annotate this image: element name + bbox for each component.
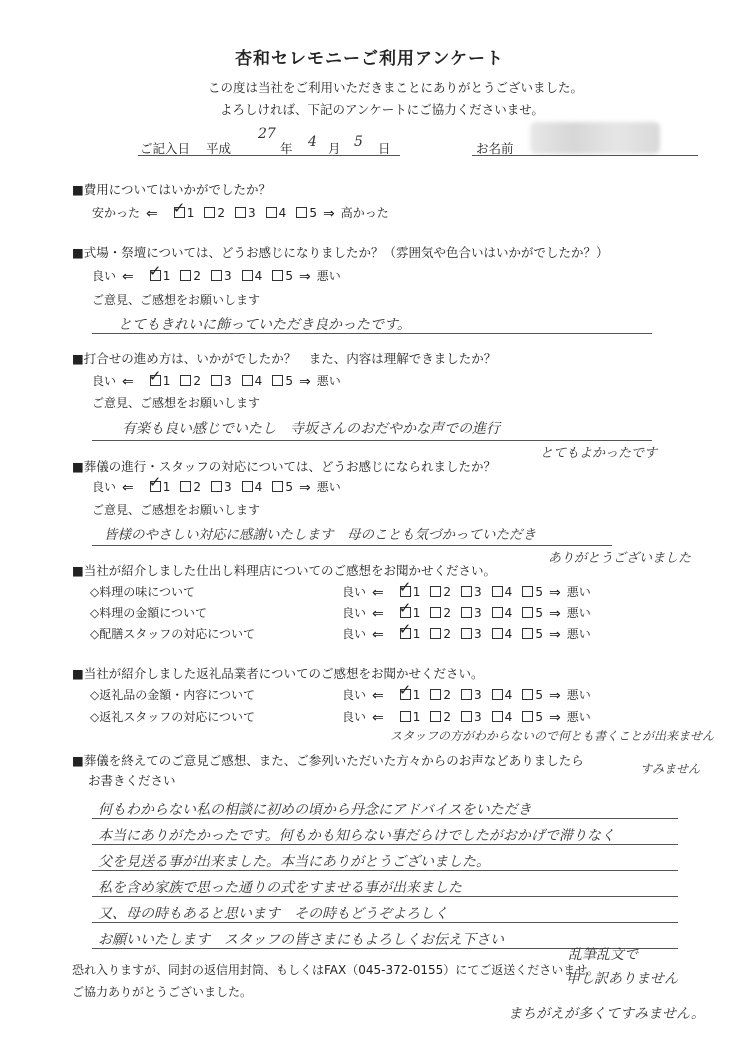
q7-line-3[interactable]: 父を見送る事が出来ました。本当にありがとうございました。 — [98, 854, 490, 870]
q3-option-4: 4 — [254, 374, 263, 388]
q4-option-5: 5 — [285, 480, 293, 494]
footer-line-2: ご協力ありがとうございました。 — [72, 985, 253, 999]
option-3: 3 — [474, 627, 482, 641]
q3-answer[interactable]: 有楽も良い感じでいたし 寺坂さんのおだやかな声での進行 — [122, 421, 500, 437]
q6-left-label: 良い — [342, 710, 367, 724]
q5-item-2-checkbox-5[interactable] — [522, 607, 533, 618]
q3-checkbox-3[interactable] — [211, 375, 222, 386]
q2-checkbox-1[interactable] — [150, 270, 161, 281]
q2-option-1: 1 — [162, 269, 171, 283]
left-arrow-icon: ⇐ — [372, 606, 384, 622]
q5-right-label: 悪い — [566, 627, 591, 641]
right-arrow-icon: ⇒ — [322, 206, 335, 222]
q7-rule-4 — [92, 896, 678, 897]
q5-item-2-scale — [342, 604, 591, 622]
right-arrow-icon: ⇒ — [548, 585, 561, 601]
q1-option-4: 4 — [278, 206, 287, 220]
date-day-unit: 日 — [378, 141, 391, 156]
q7-line-2[interactable]: 本当にありがたかったです。何もかも知らない事だらけでしたがおかげで滞りなく — [98, 828, 615, 844]
q1-option-5: 5 — [309, 206, 317, 220]
q5-item-2-checkbox-2[interactable] — [430, 607, 441, 618]
q3-option-3: 3 — [224, 374, 232, 388]
q3-option-2: 2 — [193, 374, 202, 388]
q7-line-6[interactable]: お願いいたします スタッフの皆さまにもよろしくお伝え下さい — [98, 932, 504, 948]
q1-left-label: 安かった — [92, 206, 141, 220]
q2-answer-line — [92, 333, 652, 334]
q6-right-label: 悪い — [566, 688, 591, 702]
q2-answer[interactable]: とてもきれいに飾っていただき良かったです。 — [118, 317, 411, 333]
q3-question: ■打合せの進め方は、いかがでしたか？ また、内容は理解できましたか？ — [72, 351, 497, 366]
q6-item-2-checkbox-4[interactable] — [492, 711, 503, 722]
date-label: ご記入日 — [140, 141, 191, 156]
q2-option-5: 5 — [285, 269, 293, 283]
q6-item-2-label: ◇返礼スタッフの対応について — [90, 710, 255, 724]
q1-checkbox-3[interactable] — [235, 207, 246, 218]
name-redacted — [530, 122, 660, 154]
option-5: 5 — [535, 627, 543, 641]
q6-item-1-checkbox-1[interactable] — [400, 689, 411, 700]
q5-left-label: 良い — [342, 606, 367, 620]
right-arrow-icon: ⇒ — [548, 710, 561, 726]
q6-note-2[interactable]: すみません — [640, 762, 701, 776]
q5-item-1-checkbox-2[interactable] — [430, 586, 441, 597]
q5-item-1-scale — [342, 583, 591, 601]
q1-checkbox-1[interactable] — [174, 207, 185, 218]
q6-item-2-scale — [342, 708, 591, 726]
q5-item-3-checkbox-2[interactable] — [430, 628, 441, 639]
option-3: 3 — [474, 585, 482, 599]
q3-right-label: 悪い — [316, 374, 341, 388]
intro-line-2: よろしければ、下記のアンケートにご協力くださいませ。 — [220, 102, 544, 117]
q5-item-2-checkbox-3[interactable] — [461, 607, 472, 618]
option-1: 1 — [412, 606, 421, 620]
q5-item-3-label: ◇配膳スタッフの対応について — [90, 627, 255, 641]
q4-checkbox-3[interactable] — [211, 481, 222, 492]
q5-item-1-checkbox-1[interactable] — [400, 586, 411, 597]
q3-option-1: 1 — [162, 374, 171, 388]
q5-item-2-label: ◇料理の金額について — [90, 606, 207, 620]
right-arrow-icon: ⇒ — [548, 627, 561, 643]
q5-right-label: 悪い — [566, 606, 591, 620]
option-1: 1 — [412, 688, 421, 702]
q7-line-4[interactable]: 私を含め家族で思った通りの式をすませる事が出来ました — [98, 880, 462, 896]
q4-option-4: 4 — [254, 480, 263, 494]
left-arrow-icon: ⇐ — [122, 374, 134, 390]
option-4: 4 — [504, 606, 513, 620]
q5-item-3-scale — [342, 625, 591, 643]
left-arrow-icon: ⇐ — [372, 710, 384, 726]
option-3: 3 — [474, 710, 482, 724]
q4-checkbox-1[interactable] — [150, 481, 161, 492]
q7-rule-1 — [92, 818, 678, 819]
q2-checkbox-4[interactable] — [242, 270, 253, 281]
q6-right-label: 悪い — [566, 710, 591, 724]
option-2: 2 — [443, 710, 452, 724]
q1-option-3: 3 — [248, 206, 256, 220]
option-3: 3 — [474, 606, 482, 620]
q3-checkbox-5[interactable] — [272, 375, 283, 386]
q2-question: ■式場・祭壇については、どうお感じになりましたか？（雰囲気や色合いはいかがでしたか？） — [72, 245, 609, 260]
q5-item-3-checkbox-4[interactable] — [492, 628, 503, 639]
right-arrow-icon: ⇒ — [548, 688, 561, 704]
right-arrow-icon: ⇒ — [298, 480, 311, 496]
q5-item-1-checkbox-5[interactable] — [522, 586, 533, 597]
q2-comment-label: ご意見、ご感想をお願いします — [92, 293, 261, 307]
q3-checkbox-4[interactable] — [242, 375, 253, 386]
q4-answer[interactable]: 皆様のやさしい対応に感謝いたします 母のことも気づかっていただき — [104, 527, 536, 543]
q6-item-2-checkbox-1[interactable] — [400, 711, 411, 722]
q4-checkbox-4[interactable] — [242, 481, 253, 492]
q5-left-label: 良い — [342, 585, 367, 599]
right-arrow-icon: ⇒ — [298, 269, 311, 285]
q4-question: ■葬儀の進行・スタッフの対応については、どうお感じになられましたか？ — [72, 459, 497, 474]
q2-option-4: 4 — [254, 269, 263, 283]
left-arrow-icon: ⇐ — [372, 585, 384, 601]
q7-extra-2[interactable]: 申し訳ありません — [566, 971, 678, 987]
q7-rule-5 — [92, 922, 678, 923]
date-month-unit: 月 — [328, 141, 341, 156]
option-2: 2 — [443, 606, 452, 620]
q4-scale — [92, 478, 341, 496]
q5-item-2-checkbox-4[interactable] — [492, 607, 503, 618]
q4-left-label: 良い — [92, 480, 117, 494]
q2-checkbox-5[interactable] — [272, 270, 283, 281]
q6-item-2-checkbox-3[interactable] — [461, 711, 472, 722]
q5-item-3-checkbox-1[interactable] — [400, 628, 411, 639]
q7-question: ■葬儀を終えてのご意見ご感想、また、ご参列いただいた方々からのお声などありましたら — [72, 753, 584, 768]
q1-checkbox-5[interactable] — [296, 207, 307, 218]
q3-left-label: 良い — [92, 374, 117, 388]
option-4: 4 — [504, 585, 513, 599]
q1-option-1: 1 — [186, 206, 195, 220]
q5-item-1-checkbox-3[interactable] — [461, 586, 472, 597]
left-arrow-icon: ⇐ — [372, 627, 384, 643]
option-1: 1 — [412, 710, 421, 724]
option-4: 4 — [504, 710, 513, 724]
option-5: 5 — [535, 710, 543, 724]
option-1: 1 — [412, 627, 421, 641]
left-arrow-icon: ⇐ — [122, 269, 134, 285]
q7-extra-1[interactable]: 乱筆乱文で — [568, 947, 638, 963]
right-arrow-icon: ⇒ — [298, 374, 311, 390]
q4-answer-2[interactable]: ありがとうございました — [548, 551, 692, 566]
q6-item-1-checkbox-4[interactable] — [492, 689, 503, 700]
q5-item-3-checkbox-3[interactable] — [461, 628, 472, 639]
option-1: 1 — [412, 585, 421, 599]
q4-option-2: 2 — [193, 480, 202, 494]
q4-comment-label: ご意見、ご感想をお願いします — [92, 503, 261, 517]
q7-line-5[interactable]: 又、母の時もあると思います その時もどうぞよろしく — [98, 906, 448, 922]
left-arrow-icon: ⇐ — [146, 206, 158, 222]
q7-rule-2 — [92, 844, 678, 845]
q3-answer-line — [92, 440, 652, 441]
q2-checkbox-3[interactable] — [211, 270, 222, 281]
date-month-value[interactable]: 4 — [308, 134, 317, 150]
name-label: お名前 — [476, 141, 514, 156]
q5-left-label: 良い — [342, 627, 367, 641]
left-arrow-icon: ⇐ — [372, 688, 384, 704]
q7-extra-3[interactable]: まちがえが多くてすみません。 — [508, 1006, 705, 1022]
name-underline[interactable] — [472, 155, 698, 156]
option-5: 5 — [535, 606, 543, 620]
q4-option-3: 3 — [224, 480, 232, 494]
q6-item-1-checkbox-3[interactable] — [461, 689, 472, 700]
q2-option-3: 3 — [224, 269, 232, 283]
q7-line-1[interactable]: 何もわからない私の相談に初めの頃から丹念にアドバイスをいただき — [98, 802, 532, 818]
q4-checkbox-5[interactable] — [272, 481, 283, 492]
q6-item-2-checkbox-5[interactable] — [522, 711, 533, 722]
q1-scale — [92, 204, 389, 222]
q4-checkbox-2[interactable] — [180, 481, 191, 492]
option-4: 4 — [504, 688, 513, 702]
q5-item-2-checkbox-1[interactable] — [400, 607, 411, 618]
q6-note[interactable]: スタッフの方がわからないので何とも書くことが出来ません — [390, 729, 715, 743]
q2-left-label: 良い — [92, 269, 117, 283]
q4-option-1: 1 — [162, 480, 171, 494]
q2-scale — [92, 267, 341, 285]
page-title: 杏和セレモニーご利用アンケート — [235, 49, 504, 69]
q7-rule-3 — [92, 870, 678, 871]
option-2: 2 — [443, 627, 452, 641]
q5-question: ■当社が紹介しました仕出し料理店についてのご感想をお聞かせください。 — [72, 563, 497, 578]
option-5: 5 — [535, 688, 543, 702]
right-arrow-icon: ⇒ — [548, 606, 561, 622]
q5-right-label: 悪い — [566, 585, 591, 599]
q5-item-3-checkbox-5[interactable] — [522, 628, 533, 639]
q2-checkbox-2[interactable] — [180, 270, 191, 281]
option-2: 2 — [443, 688, 452, 702]
q3-checkbox-2[interactable] — [180, 375, 191, 386]
date-year-value[interactable]: 27 — [258, 126, 276, 142]
q5-item-1-checkbox-4[interactable] — [492, 586, 503, 597]
q1-checkbox-4[interactable] — [266, 207, 277, 218]
footer-line-1: 恐れ入りますが、同封の返信用封筒、もしくはFAX（045-372-0155）にてご返送くださいませ。 — [72, 963, 599, 977]
q1-option-2: 2 — [217, 206, 226, 220]
left-arrow-icon: ⇐ — [122, 480, 134, 496]
q3-checkbox-1[interactable] — [150, 375, 161, 386]
q3-comment-label: ご意見、ご感想をお願いします — [92, 396, 261, 410]
q1-question: ■費用についてはいかがでしたか？ — [72, 182, 272, 197]
q7-question-2: お書きください — [88, 773, 176, 788]
option-4: 4 — [504, 627, 513, 641]
q6-item-2-checkbox-2[interactable] — [430, 711, 441, 722]
date-era: 平成 — [206, 141, 232, 156]
q4-right-label: 悪い — [316, 480, 341, 494]
date-day-value[interactable]: 5 — [354, 134, 363, 150]
q1-right-label: 高かった — [340, 206, 389, 220]
q1-checkbox-2[interactable] — [204, 207, 215, 218]
q6-item-1-label: ◇返礼品の金額・内容について — [90, 688, 255, 702]
q3-option-5: 5 — [285, 374, 293, 388]
q4-answer-line — [92, 545, 612, 546]
q6-item-1-checkbox-2[interactable] — [430, 689, 441, 700]
q6-item-1-scale — [342, 686, 591, 704]
option-2: 2 — [443, 585, 452, 599]
intro-line-1: この度は当社をご利用いただきまことにありがとうございました。 — [208, 80, 584, 95]
option-3: 3 — [474, 688, 482, 702]
date-year-unit: 年 — [280, 141, 293, 156]
q6-question: ■当社が紹介しました返礼品業者についてのご感想をお聞かせください。 — [72, 666, 484, 681]
date-underline — [138, 155, 400, 156]
q6-left-label: 良い — [342, 688, 367, 702]
q6-item-1-checkbox-5[interactable] — [522, 689, 533, 700]
q2-option-2: 2 — [193, 269, 202, 283]
q5-item-1-label: ◇料理の味について — [90, 585, 195, 599]
q2-right-label: 悪い — [316, 269, 341, 283]
q3-answer-2[interactable]: とてもよかったです — [540, 446, 658, 461]
q3-scale — [92, 372, 341, 390]
option-5: 5 — [535, 585, 543, 599]
